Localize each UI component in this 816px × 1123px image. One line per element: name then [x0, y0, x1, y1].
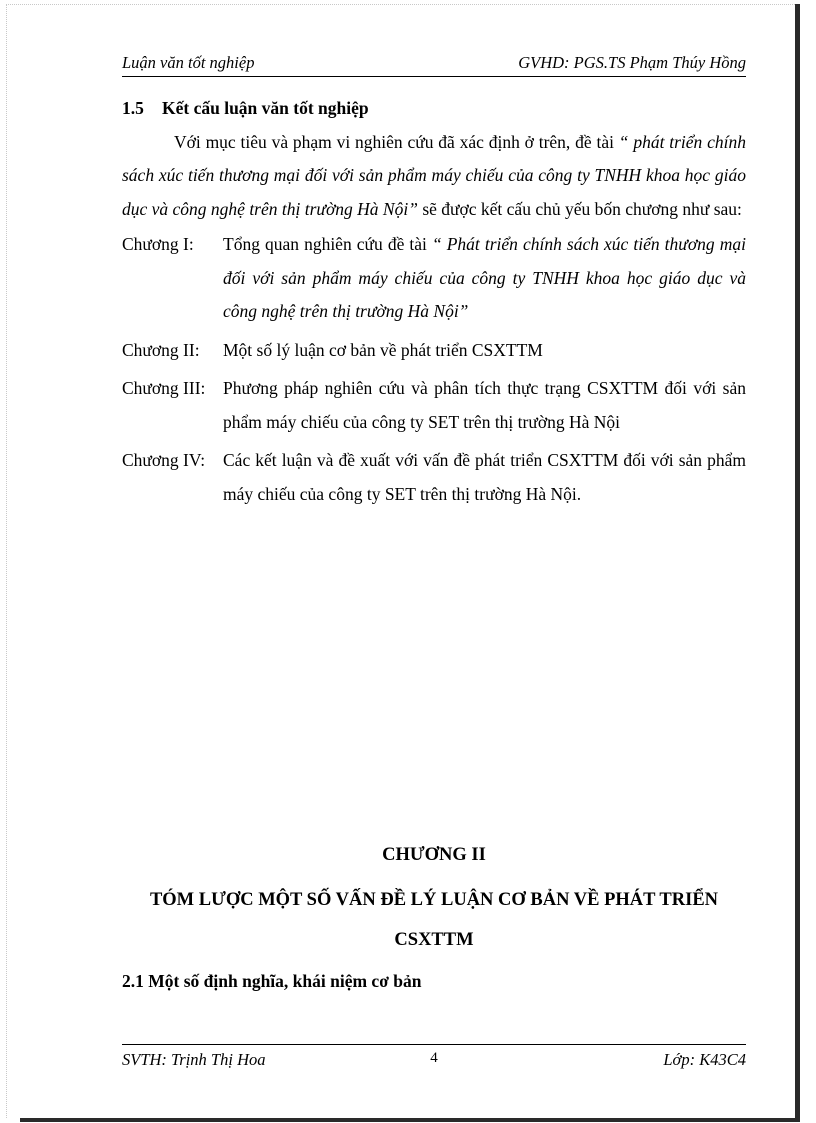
header-rule	[122, 76, 746, 77]
intro-lead: Với mục tiêu và phạm vi nghiên cứu đã xác định ở trên, đề tài	[174, 131, 619, 152]
chapter-lead: Tổng quan nghiên cứu đề tài	[223, 234, 432, 254]
page-body	[122, 92, 746, 511]
chapter-description: Các kết luận và đề xuất với vấn đề phát triển CSXTTM đối với sản phẩm máy chiếu của công ty SET trên thị trường Hà Nội.	[223, 450, 746, 504]
chapter-2-subtitle: TÓM LƯỢC MỘT SỐ VẤN ĐỀ LÝ LUẬN CƠ BẢN VỀ PHÁT TRIỂN CSXTTM	[149, 890, 719, 950]
chapter-description: Phương pháp nghiên cứu và phân tích thực trạng CSXTTM đối với sản phẩm máy chiếu của công ty SET trên thị trường Hà Nội	[223, 378, 746, 432]
chapter-item	[122, 334, 746, 368]
section-title: Kết cấu luận văn tốt nghiệp	[162, 98, 369, 118]
header-advisor: GVHD: PGS.TS Phạm Thúy Hồng	[518, 53, 746, 72]
chapter-italic: “ Phát triển chính sách xúc tiến thương mại đối với sản phẩm máy chiếu của công ty TNHH khoa học giáo dục và công nghệ trên thị trường Hà Nội”	[223, 234, 746, 321]
intro-tail: sẽ được kết cấu chủ yếu bốn chương như sau:	[417, 198, 742, 219]
chapter-label: Chương IV:	[122, 450, 206, 470]
page-border-left	[6, 4, 7, 1118]
intro-topic-italic: “ phát triển chính sách xúc tiến thương mại đối với sản phẩm máy chiếu của công ty TNHH khoa học giáo dục và công nghệ trên thị trường Hà Nội”	[122, 131, 746, 219]
chapter-description: Một số lý luận cơ bản về phát triển CSXTTM	[223, 339, 543, 360]
page-border-top	[6, 4, 795, 5]
chapter-label: Chương I:	[122, 234, 194, 254]
section-heading-2-1: 2.1 Một số định nghĩa, khái niệm cơ bản	[122, 971, 422, 991]
chapter-list	[122, 228, 746, 511]
chapter-2-title: CHƯƠNG II	[382, 845, 486, 865]
page-header	[122, 52, 746, 74]
page-number: 4	[430, 1050, 438, 1066]
page-border-bottom-shadow	[20, 1118, 800, 1122]
chapter-item	[122, 228, 746, 329]
footer-student: SVTH: Trịnh Thị Hoa	[122, 1050, 266, 1069]
footer-rule	[122, 1044, 746, 1045]
chapter-item	[122, 444, 746, 511]
section-heading-1-5	[122, 92, 746, 126]
chapter-label: Chương III:	[122, 378, 206, 398]
chapter-description	[223, 228, 746, 329]
chapter-item	[122, 372, 746, 439]
chapter-label: Chương II:	[122, 339, 200, 360]
intro-paragraph	[122, 126, 746, 227]
header-thesis-label: Luận văn tốt nghiệp	[122, 53, 255, 72]
page-border-right-shadow	[795, 4, 800, 1120]
page-footer	[122, 1048, 746, 1072]
footer-class: Lớp: K43C4	[663, 1050, 746, 1069]
section-number: 1.5	[122, 98, 144, 118]
